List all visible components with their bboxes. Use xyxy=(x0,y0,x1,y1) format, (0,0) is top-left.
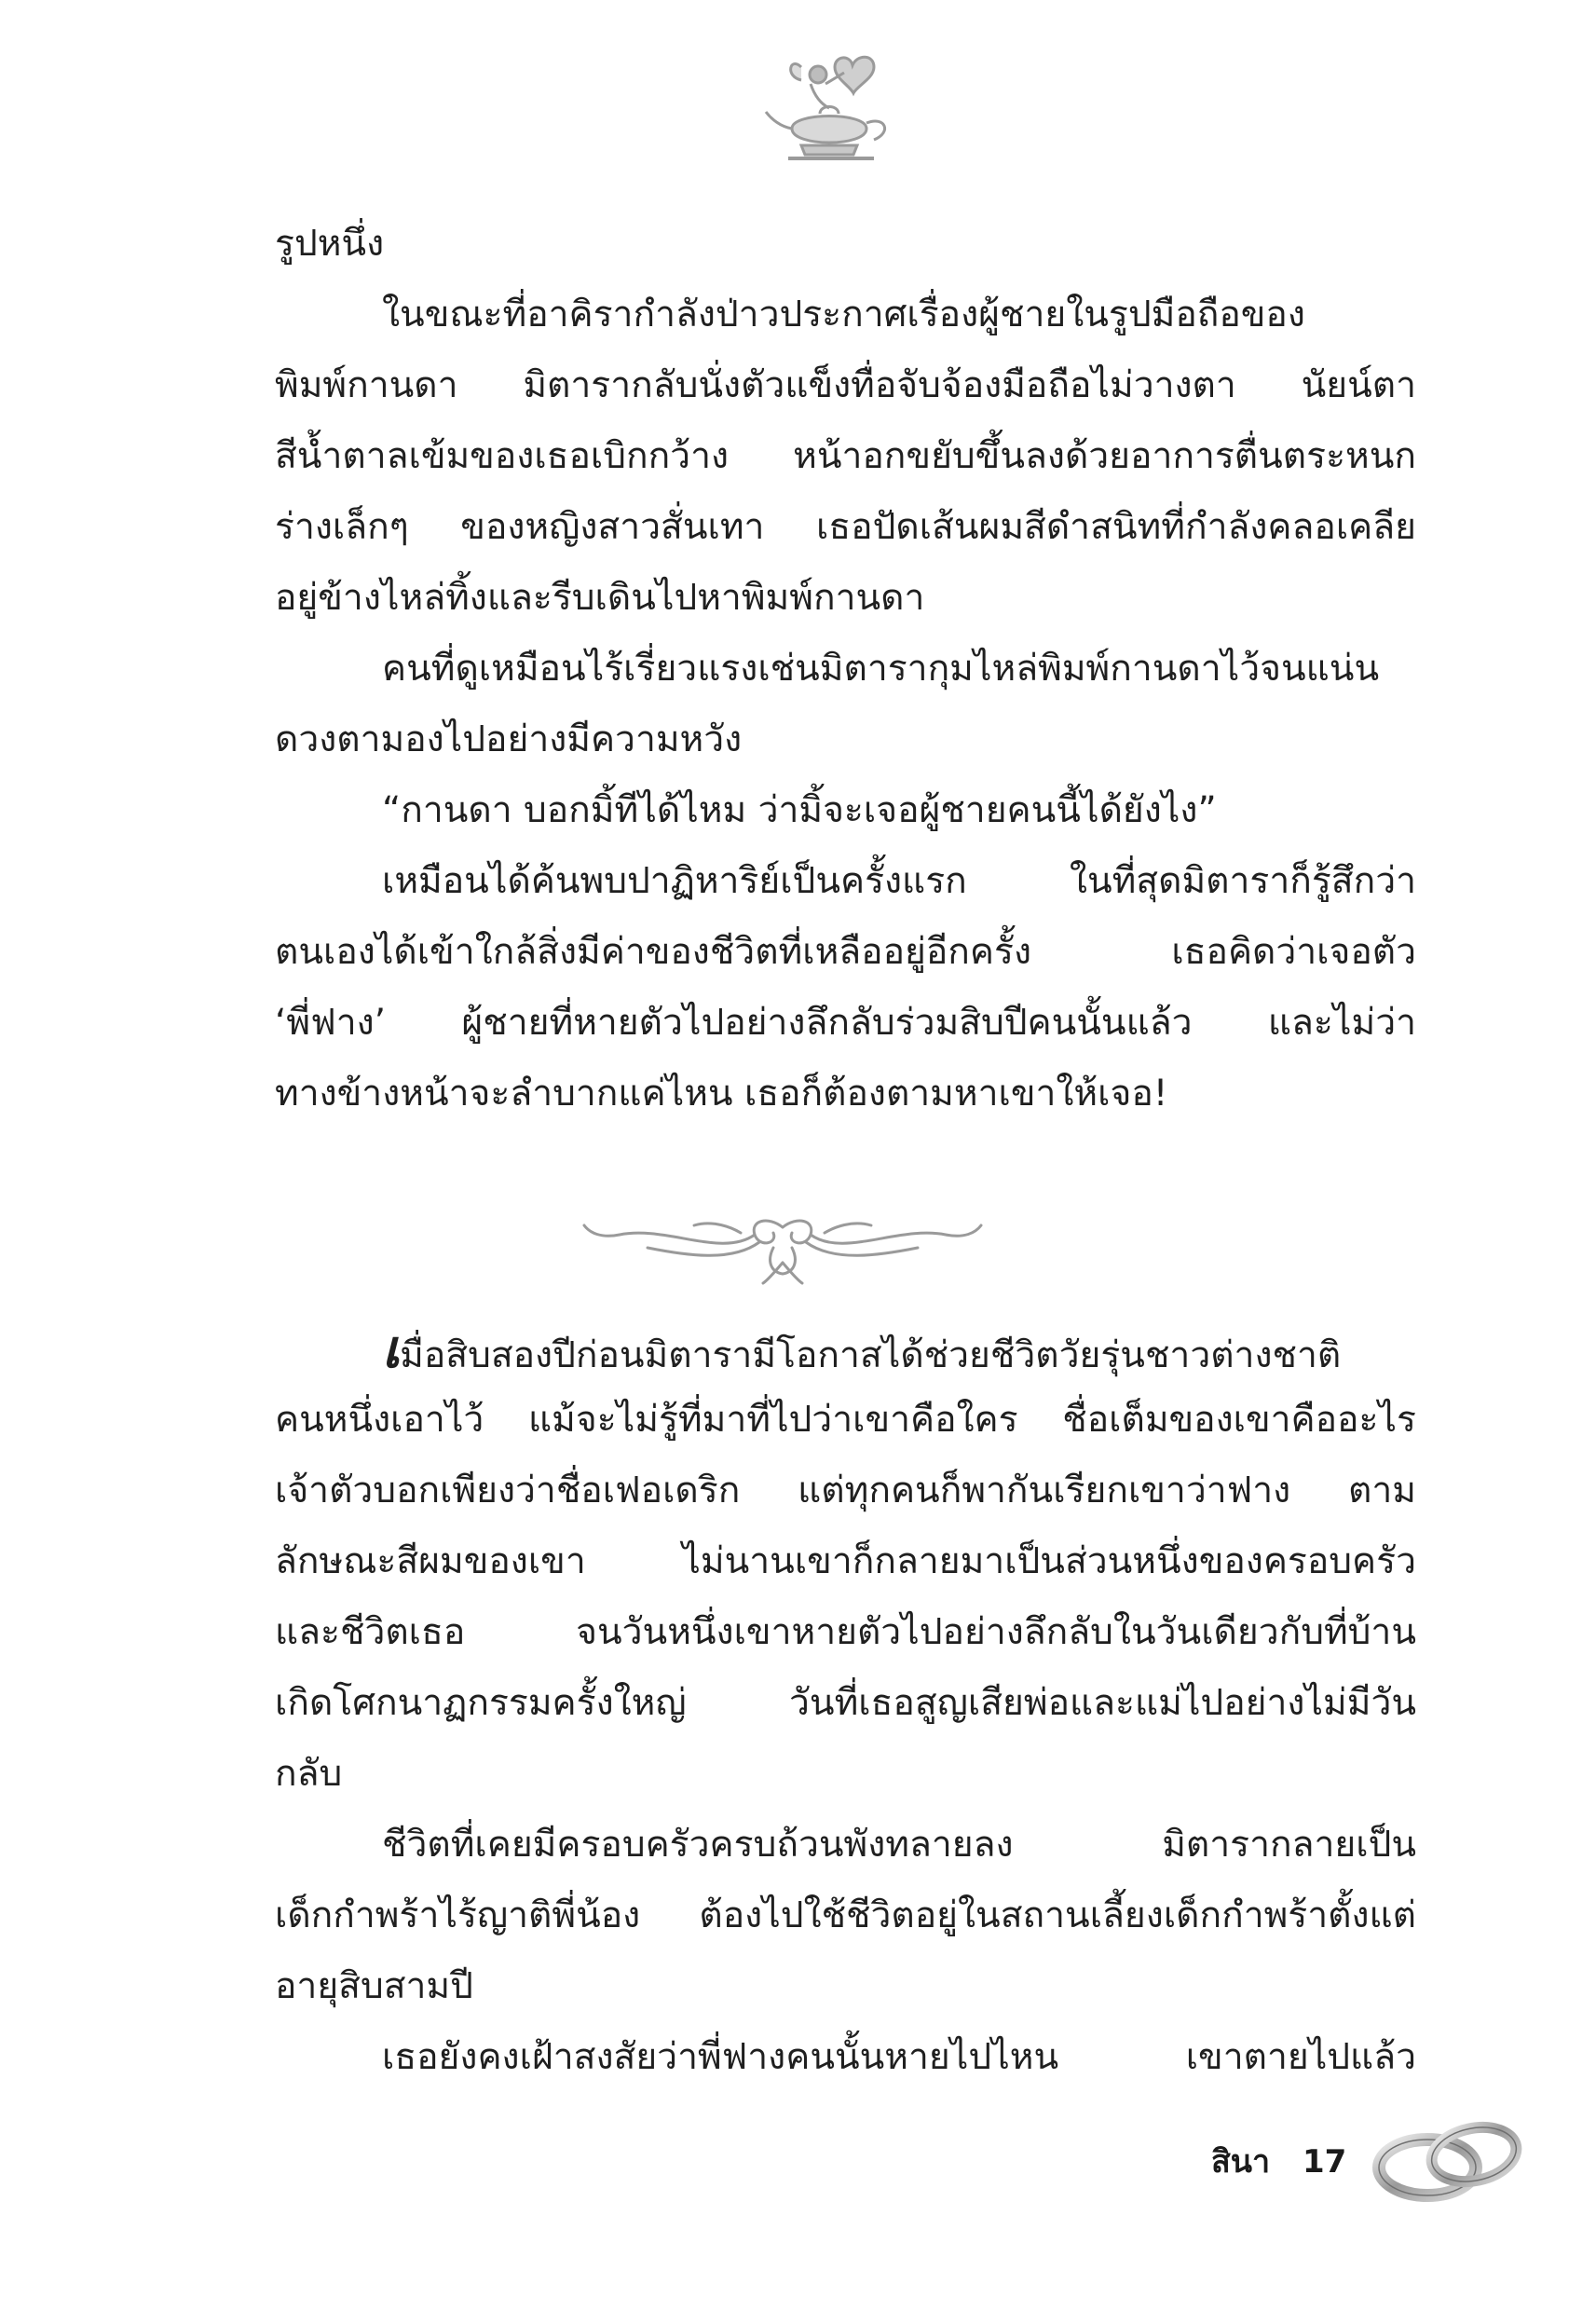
ornamental-divider-icon xyxy=(582,1207,983,1286)
paragraph-line: คนหนึ่งเอาไว้ แม้จะไม่รู้ที่มาที่ไปว่าเขาคือใคร ชื่อเต็มของเขาคืออะไร xyxy=(275,1399,1416,1441)
paragraph-line: อายุสิบสามปี xyxy=(275,1965,473,2007)
footer-book-title: สินา xyxy=(1211,2143,1271,2181)
dialogue-line: “กานดา บอกมิ้ทีได้ไหม ว่ามิ้จะเจอผู้ชายคนนี้ได้ยังไง” xyxy=(382,789,1217,831)
paragraph-line: เกิดโศกนาฏกรรมครั้งใหญ่ วันที่เธอสูญเสียพ่อและแม่ไปอย่างไม่มีวัน xyxy=(275,1682,1416,1724)
paragraph-line: สีน้ำตาลเข้มของเธอเบิกกว้าง หน้าอกขยับขึ้นลงด้วยอาการตื่นตระหนก xyxy=(275,435,1416,477)
paragraph-line: รูปหนึ่ง xyxy=(275,223,385,265)
paragraph-line: เธอยังคงเฝ้าสงสัยว่าพี่ฟางคนนั้นหายไปไหน เขาตายไปแล้ว xyxy=(382,2036,1416,2078)
paragraph-line: เด็กกำพร้าไร้ญาติพี่น้อง ต้องไปใช้ชีวิตอยู่ในสถานเลี้ยงเด็กกำพร้าตั้งแต่ xyxy=(275,1894,1416,1936)
paragraph-line: พิมพ์กานดา มิตารากลับนั่งตัวแข็งทื่อจับจ้องมือถือไม่วางตา นัยน์ตา xyxy=(275,364,1416,406)
page-number: 17 xyxy=(1303,2143,1347,2181)
paragraph-line: ‘พี่ฟาง’ ผู้ชายที่หายตัวไปอย่างลึกลับร่วมสิบปีคนนั้นแล้ว และไม่ว่า xyxy=(275,1002,1416,1044)
paragraph-line: ทางข้างหน้าจะลำบากแค่ไหน เธอก็ต้องตามหาเขาให้เจอ! xyxy=(275,1073,1168,1114)
paragraph-line: คนที่ดูเหมือนไร้เรี่ยวแรงเช่นมิตารากุมไหล่พิมพ์กานดาไว้จนแน่น xyxy=(382,648,1380,690)
paragraph-line: ร่างเล็กๆ ของหญิงสาวสั่นเทา เธอปัดเส้นผมสีดำสนิทที่กำลังคลอเคลีย xyxy=(275,506,1416,548)
paragraph-line: กลับ xyxy=(275,1753,343,1795)
paragraph-line: และชีวิตเธอ จนวันหนึ่งเขาหายตัวไปอย่างลึกลับในวันเดียวกับที่บ้าน xyxy=(275,1611,1416,1653)
paragraph-line: อยู่ข้างไหล่ทิ้งและรีบเดินไปหาพิมพ์กานดา xyxy=(275,577,925,619)
drop-cap: เ xyxy=(382,1319,401,1380)
cupid-teapot-icon xyxy=(764,47,904,172)
paragraph-line: ตนเองได้เข้าใกล้สิ่งมีค่าของชีวิตที่เหลืออยู่อีกครั้ง เธอคิดว่าเจอตัว xyxy=(275,931,1416,973)
paragraph-line: ลักษณะสีผมของเขา ไม่นานเขาก็กลายมาเป็นส่วนหนึ่งของครอบครัว xyxy=(275,1540,1416,1582)
rings-icon xyxy=(1370,2113,1528,2207)
paragraph-line: ดวงตามองไปอย่างมีความหวัง xyxy=(275,718,743,760)
first-line-rest: มื่อสิบสองปีก่อนมิตารามีโอกาสได้ช่วยชีวิตวัยรุ่นชาวต่างชาติ xyxy=(400,1334,1342,1376)
paragraph-line: เหมือนได้ค้นพบปาฏิหาริย์เป็นครั้งแรก ในที่สุดมิตาราก็รู้สึกว่า xyxy=(382,860,1416,902)
paragraph-first-line xyxy=(382,1319,1416,1380)
paragraph-line: ชีวิตที่เคยมีครอบครัวครบถ้วนพังทลายลง มิตารากลายเป็น xyxy=(382,1824,1416,1866)
paragraph-line: ในขณะที่อาคิรากำลังป่าวประกาศเรื่องผู้ชายในรูปมือถือของ xyxy=(382,294,1305,335)
paragraph-line: เจ้าตัวบอกเพียงว่าชื่อเฟอเดริก แต่ทุกคนก็พากันเรียกเขาว่าฟาง ตาม xyxy=(275,1470,1416,1511)
